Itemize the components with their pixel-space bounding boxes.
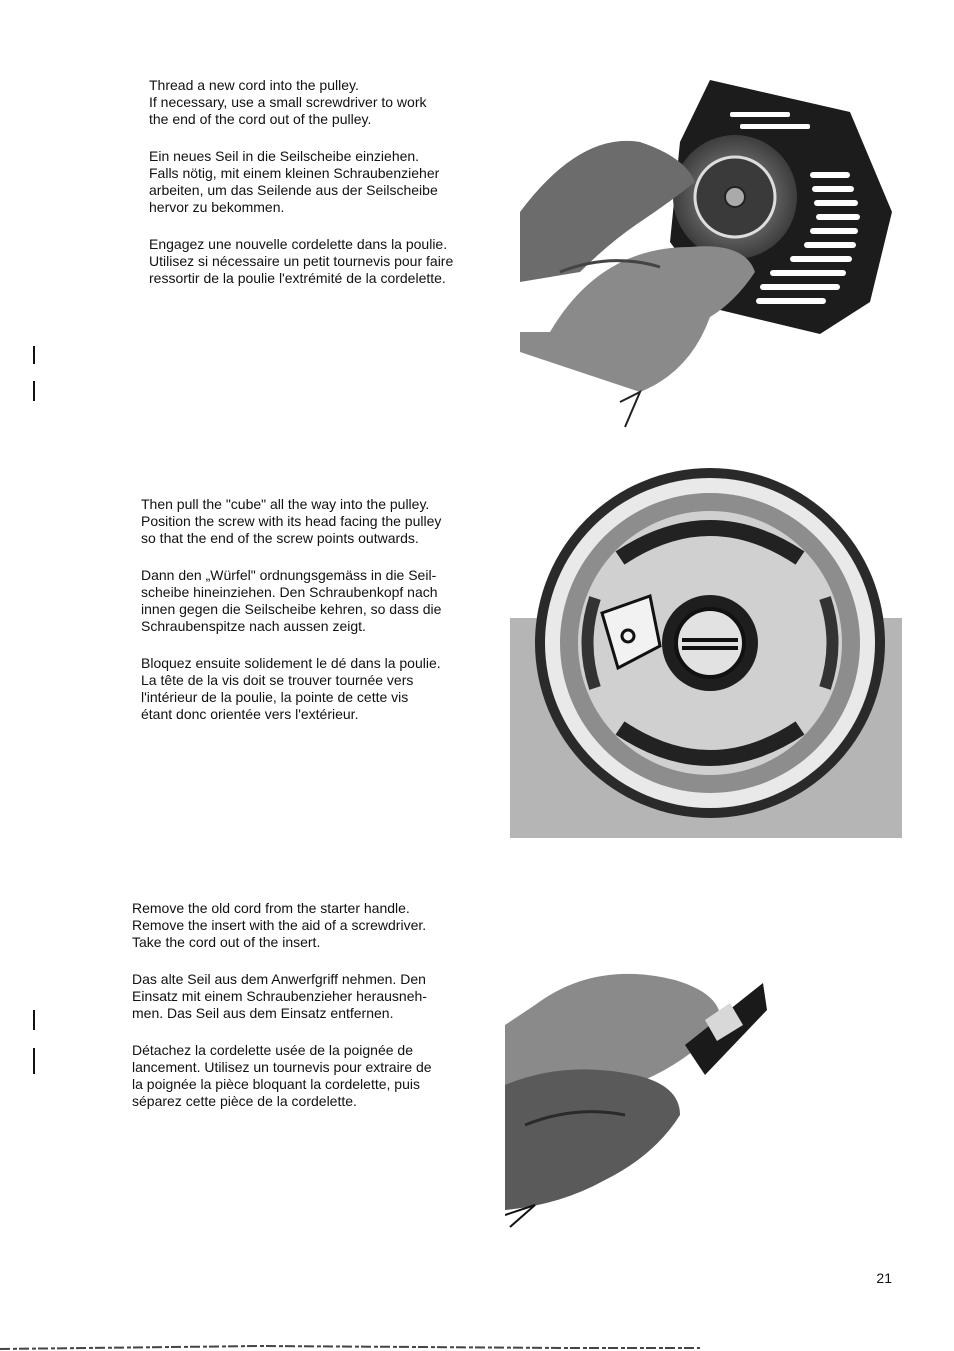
text-line: Take the cord out of the insert. — [132, 934, 321, 950]
text-line: Bloquez ensuite solidement le dé dans la poulie. — [141, 655, 441, 671]
text-line: ressortir de la poulie l'extrémité de la cordelette. — [149, 270, 446, 286]
text-line: séparez cette pièce de la cordelette. — [132, 1093, 357, 1109]
text-line: Then pull the "cube" all the way into the pulley. — [141, 496, 430, 512]
text-line: Falls nötig, mit einem kleinen Schraubenzieher — [149, 165, 440, 181]
scan-edge — [0, 1339, 954, 1351]
section-1-text — [149, 77, 502, 307]
text-line: étant donc orientée vers l'extérieur. — [141, 706, 359, 722]
text-line: men. Das Seil aus dem Einsatz entfernen. — [132, 1005, 394, 1021]
text-line: Ein neues Seil in die Seilscheibe einziehen. — [149, 148, 420, 164]
section-2-text — [141, 496, 494, 743]
text-line: Remove the insert with the aid of a screwdriver. — [132, 917, 427, 933]
text-line: la poignée la pièce bloquant la cordelette, puis — [132, 1076, 420, 1092]
text-line: Engagez une nouvelle cordelette dans la poulie. — [149, 236, 448, 252]
text-line: Das alte Seil aus dem Anwerfgriff nehmen. Den — [132, 971, 426, 987]
section-3-german — [132, 971, 484, 1022]
text-line: Remove the old cord from the starter handle. — [132, 900, 410, 916]
page-number: 21 — [876, 1270, 892, 1286]
section-2-german — [141, 567, 494, 635]
section-1-french — [149, 236, 502, 287]
photo-pulley-cube — [510, 468, 902, 838]
text-line: Einsatz mit einem Schraubenzieher herausneh- — [132, 988, 427, 1004]
margin-mark — [33, 381, 35, 401]
text-line: Thread a new cord into the pulley. — [149, 77, 359, 93]
text-line: the end of the cord out of the pulley. — [149, 111, 372, 127]
margin-mark — [33, 1010, 35, 1030]
section-1-german — [149, 148, 502, 216]
text-line: Détachez la cordelette usée de la poignée de — [132, 1042, 413, 1058]
photo-pulley-housing — [520, 72, 895, 432]
text-line: Schraubenspitze nach aussen zeigt. — [141, 618, 366, 634]
section-2-french — [141, 655, 494, 723]
section-3-french — [132, 1042, 484, 1110]
section-3-text — [132, 900, 484, 1130]
margin-mark — [33, 346, 35, 364]
margin-mark — [33, 1048, 35, 1074]
section-2-english — [141, 496, 494, 547]
text-line: so that the end of the screw points outwards. — [141, 530, 419, 546]
text-line: Utilisez si nécessaire un petit tournevis pour faire — [149, 253, 454, 269]
text-line: hervor zu bekommen. — [149, 199, 285, 215]
text-line: arbeiten, um das Seilende aus der Seilscheibe — [149, 182, 438, 198]
section-3-english — [132, 900, 484, 951]
text-line: La tête de la vis doit se trouver tournée vers — [141, 672, 414, 688]
text-line: If necessary, use a small screwdriver to work — [149, 94, 427, 110]
text-line: lancement. Utilisez un tournevis pour extraire de — [132, 1059, 432, 1075]
text-line: innen gegen die Seilscheibe kehren, so dass die — [141, 601, 442, 617]
photo-starter-handle — [505, 965, 767, 1230]
text-line: Position the screw with its head facing the pulley — [141, 513, 442, 529]
text-line: l'intérieur de la poulie, la pointe de cette vis — [141, 689, 409, 705]
section-1-english — [149, 77, 502, 128]
text-line: scheibe hineinziehen. Den Schraubenkopf nach — [141, 584, 438, 600]
text-line: Dann den „Würfel" ordnungsgemäss in die Seil- — [141, 567, 437, 583]
